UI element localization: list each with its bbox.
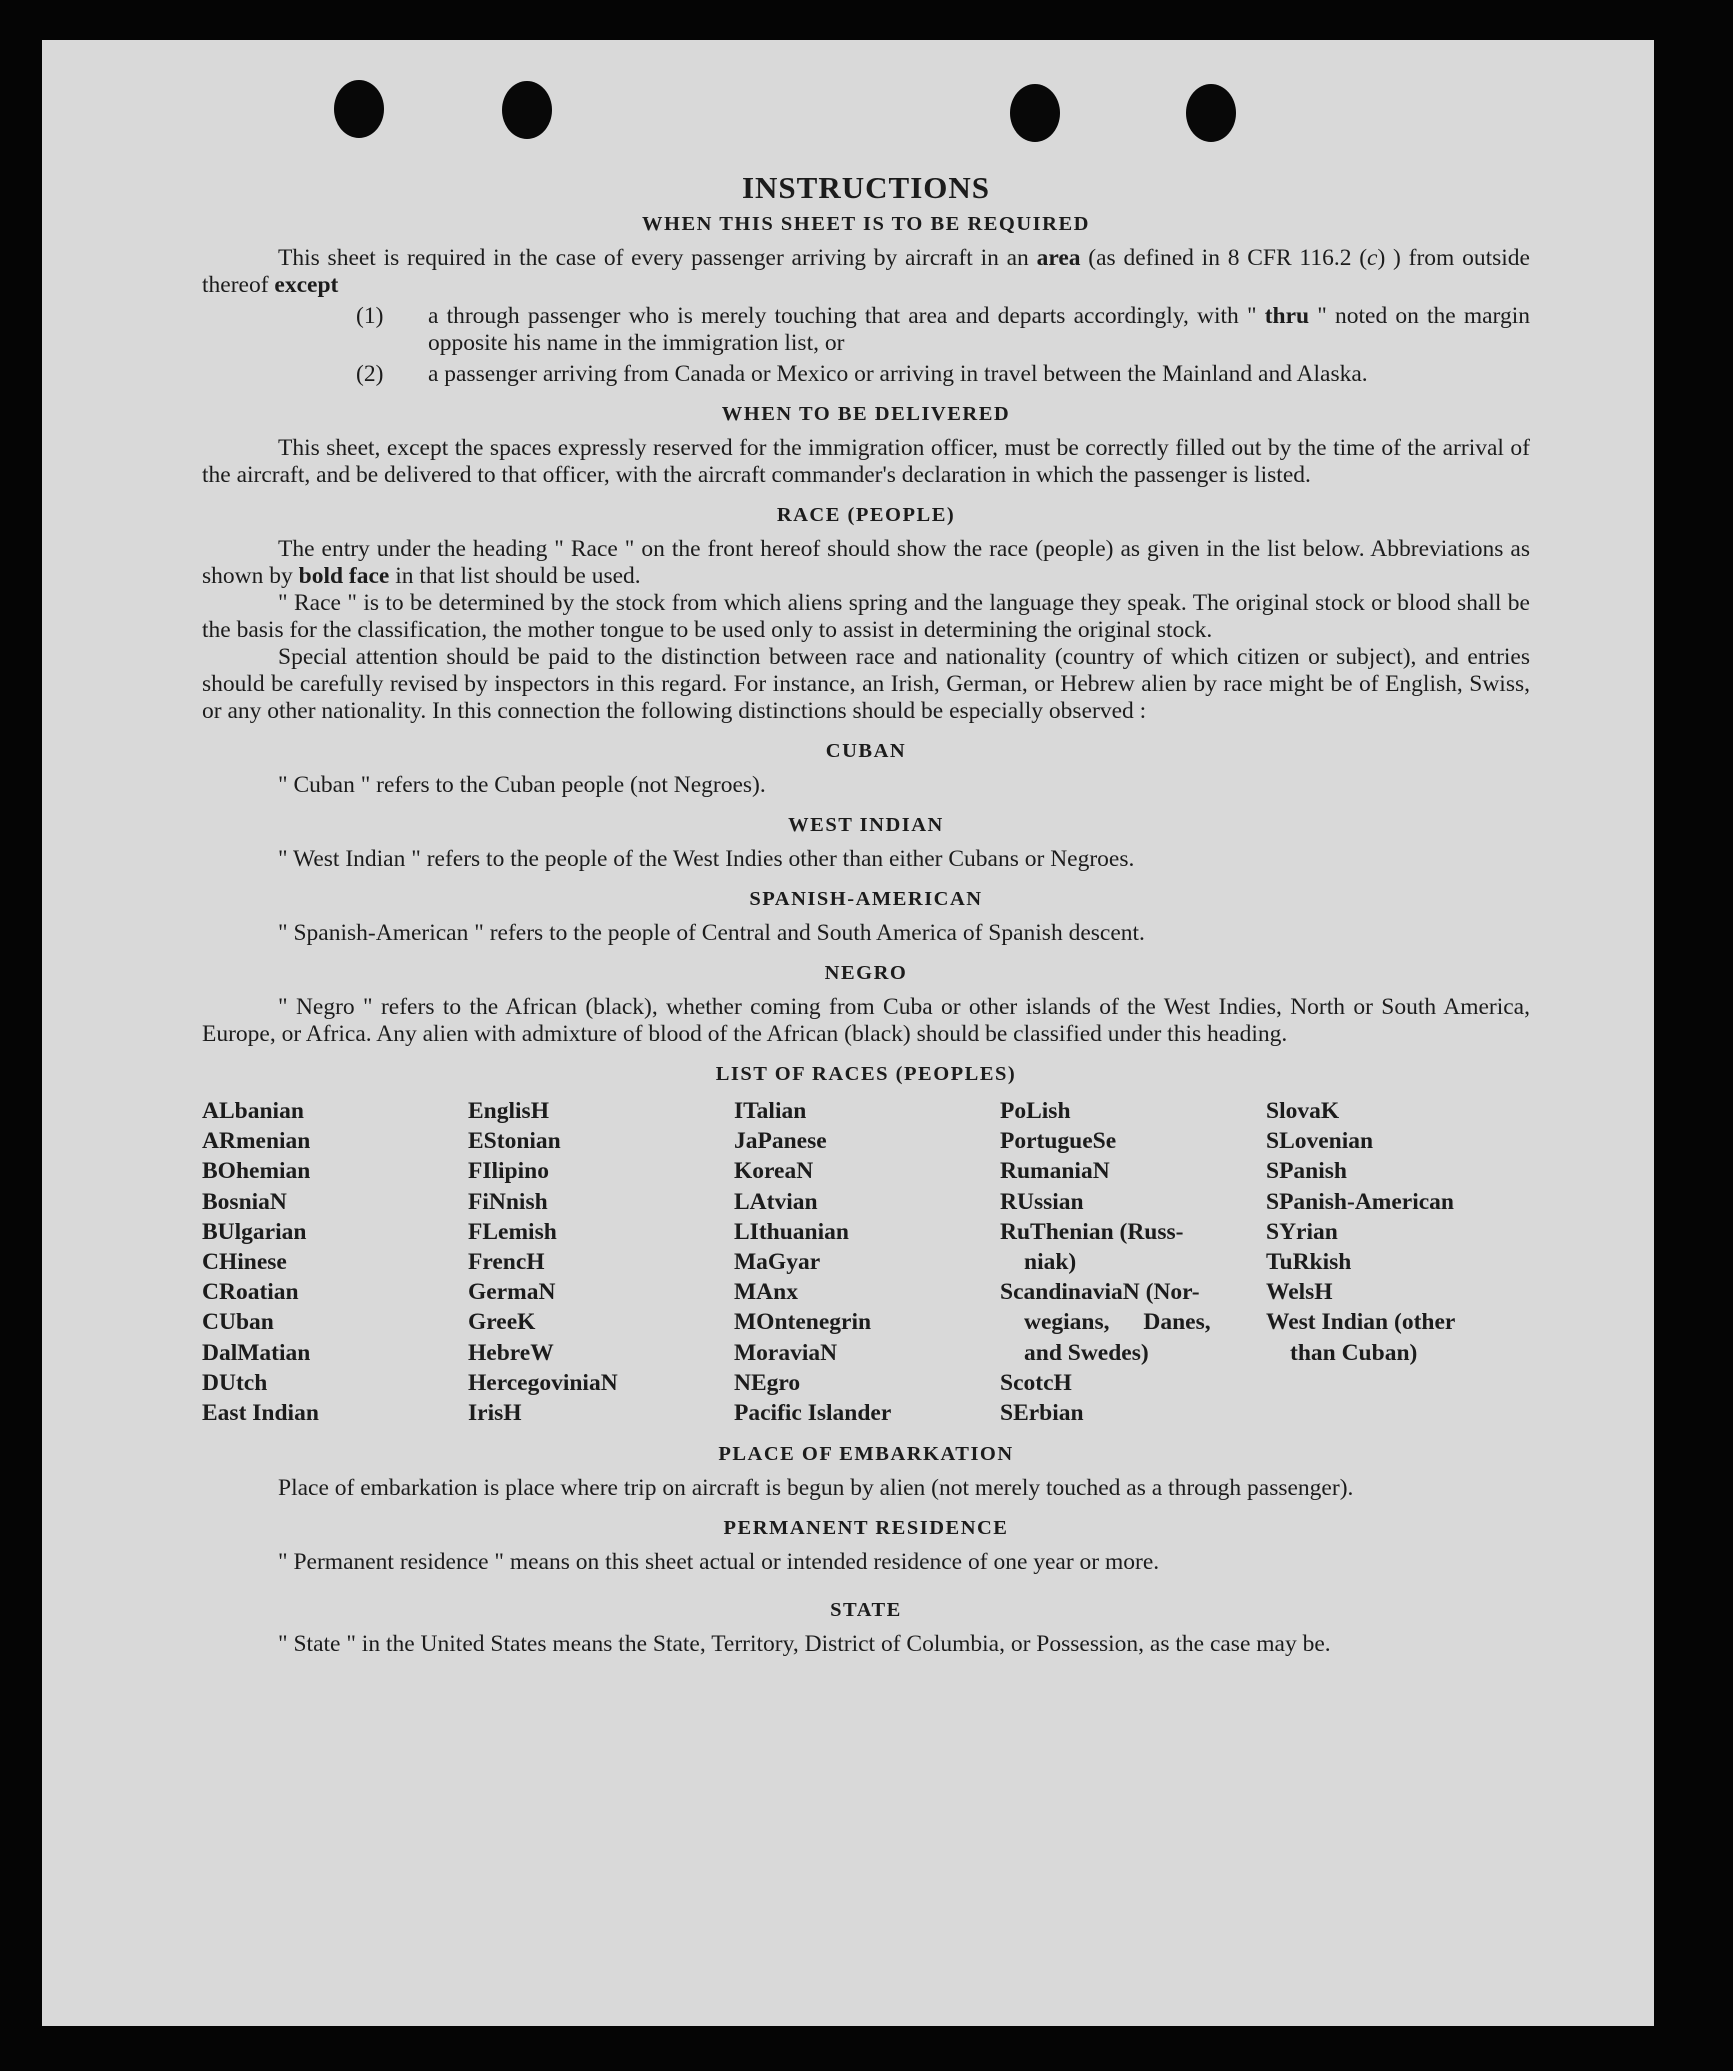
race-entry: MAnx bbox=[734, 1279, 798, 1306]
race-entry: CHinese bbox=[202, 1249, 287, 1276]
race-column bbox=[202, 1096, 468, 1428]
race-entry: DalMatian bbox=[202, 1339, 311, 1366]
paragraph: This sheet is required in the case of every passenger arriving by aircraft in an area (as defined in 8 CFR 116.2 (c) ) from outside thereof except bbox=[202, 245, 1530, 298]
race-entry: IrisH bbox=[468, 1400, 522, 1427]
race-column bbox=[1000, 1096, 1266, 1428]
paragraph: This sheet, except the spaces expressly reserved for the immigration officer, must be correctly filled out by the time of the arrival of the aircraft, and be delivered to that officer, with the aircraft commander's declaration in which the passenger is listed. bbox=[202, 435, 1530, 488]
paragraph: " Cuban " refers to the Cuban people (not Negroes). bbox=[278, 772, 766, 798]
punch-hole bbox=[1010, 84, 1060, 142]
race-entry: SPanish bbox=[1266, 1158, 1347, 1185]
punch-hole bbox=[1186, 84, 1236, 142]
race-entry: ScandinaviaN (Nor- bbox=[1000, 1279, 1200, 1306]
race-entry: MaGyar bbox=[734, 1249, 821, 1276]
punch-hole bbox=[502, 81, 552, 139]
section-heading: PLACE OF EMBARKATION bbox=[718, 1443, 1014, 1466]
race-entry: FLemish bbox=[468, 1218, 557, 1245]
punch-hole bbox=[334, 80, 384, 138]
race-entry: ITalian bbox=[734, 1098, 807, 1124]
section-heading: RACE (PEOPLE) bbox=[776, 504, 956, 526]
race-entry: BOhemian bbox=[202, 1158, 311, 1185]
race-entry: PoLish bbox=[1000, 1098, 1071, 1124]
paragraph: " West Indian " refers to the people of the West Indies other than either Cubans or Negroes. bbox=[278, 846, 1135, 872]
race-entry: and Swedes) bbox=[1024, 1339, 1149, 1366]
section-heading: WEST INDIAN bbox=[788, 814, 944, 836]
race-entry: SlovaK bbox=[1266, 1098, 1340, 1124]
race-entry: HebreW bbox=[468, 1339, 554, 1366]
race-column bbox=[734, 1096, 1000, 1428]
section-heading: CUBAN bbox=[825, 740, 907, 762]
paragraph: " State " in the United States means the State, Territory, District of Columbia, or Possession, as the case may be. bbox=[278, 1631, 1331, 1658]
race-entry: DUtch bbox=[202, 1369, 268, 1396]
race-entry: wegians, Danes, bbox=[1024, 1309, 1211, 1336]
race-entry: HercegoviniaN bbox=[468, 1369, 618, 1396]
race-entry: East Indian bbox=[202, 1400, 319, 1427]
race-entry: LIthuanian bbox=[734, 1218, 849, 1245]
race-entry: FIlipino bbox=[468, 1158, 549, 1185]
race-entry: EStonian bbox=[468, 1128, 561, 1155]
race-entry: SErbian bbox=[1000, 1400, 1084, 1427]
race-entry: BosniaN bbox=[202, 1188, 287, 1215]
paragraph: Place of embarkation is place where trip on aircraft is begun by alien (not merely touched as a through passenger). bbox=[278, 1475, 1354, 1502]
race-entry: GermaN bbox=[468, 1279, 556, 1306]
section-heading: LIST OF RACES (PEOPLES) bbox=[715, 1063, 1017, 1085]
section-heading: STATE bbox=[830, 1599, 902, 1622]
race-entry: CRoatian bbox=[202, 1279, 299, 1306]
race-entry: niak) bbox=[1024, 1249, 1077, 1276]
race-entry: SPanish-American bbox=[1266, 1188, 1454, 1215]
race-list bbox=[202, 1096, 1530, 1428]
section-heading: SPANISH-AMERICAN bbox=[749, 888, 983, 910]
section-heading: PERMANENT RESIDENCE bbox=[723, 1517, 1009, 1540]
paragraph: The entry under the heading " Race " on the front hereof should show the race (people) as given in the list below. Abbreviations as shown by bold face in that list should be used. bbox=[202, 536, 1530, 589]
race-entry: SLovenian bbox=[1266, 1128, 1374, 1155]
paragraph: " Race " is to be determined by the stock from which aliens spring and the language they speak. The original stock or blood shall be the basis for the classification, the mother tongue to be used only to assist in determining the original stock. bbox=[202, 590, 1530, 643]
paragraph: " Spanish-American " refers to the people of Central and South America of Spanish descent. bbox=[278, 920, 1145, 946]
paragraph: " Negro " refers to the African (black), whether coming from Cuba or other islands of the West Indies, North or South America, Europe, or Africa. Any alien with admixture of blood of the African (black) should be classified under this heading. bbox=[202, 994, 1530, 1047]
race-entry: FiNnish bbox=[468, 1188, 548, 1215]
paragraph: Special attention should be paid to the distinction between race and nationality (country of which citizen or subject), and entries should be carefully revised by inspectors in this regard. For instance, an Irish, German, or Hebrew alien by race might be of English, Swiss, or any other nationality. In this connection the following distinctions should be especially observed : bbox=[202, 644, 1530, 724]
race-entry: RumaniaN bbox=[1000, 1158, 1110, 1185]
paragraph: " Permanent residence " means on this sheet actual or intended residence of one year or more. bbox=[278, 1549, 1160, 1576]
race-entry: MOntenegrin bbox=[734, 1309, 872, 1336]
page-title: INSTRUCTIONS bbox=[741, 170, 990, 205]
list-item: (1) a through passenger who is merely touching that area and departs accordingly, with " thru " noted on the margin opposite his name in the immigration list, or bbox=[356, 303, 1530, 356]
race-entry: MoraviaN bbox=[734, 1339, 838, 1366]
race-entry: WelsH bbox=[1266, 1279, 1333, 1306]
race-entry: NEgro bbox=[734, 1369, 801, 1396]
race-entry: TuRkish bbox=[1266, 1249, 1352, 1276]
race-entry: FrencH bbox=[468, 1249, 545, 1276]
race-entry: EnglisH bbox=[468, 1098, 549, 1124]
race-entry: PortugueSe bbox=[1000, 1128, 1117, 1155]
race-entry: GreeK bbox=[468, 1309, 536, 1336]
document-sheet bbox=[42, 40, 1654, 2026]
race-entry: LAtvian bbox=[734, 1188, 818, 1215]
race-entry: KoreaN bbox=[734, 1158, 814, 1185]
race-entry: ARmenian bbox=[202, 1128, 311, 1155]
race-entry: ScotcH bbox=[1000, 1369, 1072, 1396]
race-entry: Pacific Islander bbox=[734, 1400, 892, 1427]
race-entry: than Cuban) bbox=[1290, 1339, 1418, 1366]
race-entry: RuThenian (Russ- bbox=[1000, 1218, 1184, 1245]
race-entry: RUssian bbox=[1000, 1188, 1084, 1215]
race-column bbox=[1266, 1096, 1530, 1428]
section-heading: NEGRO bbox=[824, 962, 908, 984]
race-entry: SYrian bbox=[1266, 1218, 1338, 1245]
race-entry: CUban bbox=[202, 1309, 274, 1336]
section-heading: WHEN TO BE DELIVERED bbox=[721, 403, 1011, 425]
race-column bbox=[468, 1096, 734, 1428]
race-entry: ALbanian bbox=[202, 1098, 304, 1124]
race-entry: West Indian (other bbox=[1266, 1309, 1456, 1336]
race-entry: BUlgarian bbox=[202, 1218, 307, 1245]
race-entry: JaPanese bbox=[734, 1128, 827, 1155]
section-heading: WHEN THIS SHEET IS TO BE REQUIRED bbox=[642, 213, 1090, 235]
instructions-body bbox=[202, 170, 1530, 1658]
list-item: (2) a passenger arriving from Canada or Mexico or arriving in travel between the Mainland and Alaska. bbox=[356, 361, 1368, 387]
